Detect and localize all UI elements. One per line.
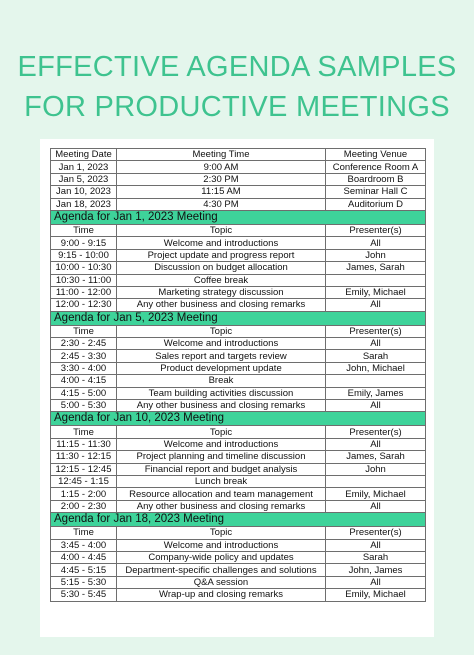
section-title-row <box>51 412 426 426</box>
section-header-cell: Presenter(s) <box>326 527 426 539</box>
table-row <box>51 438 426 450</box>
agenda-time-cell: 10:30 - 11:00 <box>51 274 117 286</box>
section-title-row <box>51 311 426 325</box>
page-title-line-1: EFFECTIVE AGENDA SAMPLES <box>17 51 457 83</box>
agenda-time-cell: 5:15 - 5:30 <box>51 576 117 588</box>
agenda-time-cell: 12:45 - 1:15 <box>51 475 117 487</box>
agenda-time-cell: 3:45 - 4:00 <box>51 539 117 551</box>
section-header-cell: Topic <box>117 325 326 337</box>
agenda-topic-cell: Team building activities discussion <box>117 387 326 399</box>
agenda-time-cell: 2:00 - 2:30 <box>51 500 117 512</box>
agenda-topic-cell: Project update and progress report <box>117 249 326 261</box>
table-row <box>51 338 426 350</box>
section-title-row <box>51 210 426 224</box>
summary-header-row <box>51 149 426 161</box>
table-row <box>51 488 426 500</box>
table-row <box>51 564 426 576</box>
agenda-topic-cell: Marketing strategy discussion <box>117 286 326 298</box>
agenda-time-cell: 12:15 - 12:45 <box>51 463 117 475</box>
agenda-presenter-cell: James, Sarah <box>326 451 426 463</box>
agenda-topic-cell: Break <box>117 375 326 387</box>
agenda-time-cell: 4:45 - 5:15 <box>51 564 117 576</box>
section-header-row <box>51 527 426 539</box>
agenda-presenter-cell: All <box>326 500 426 512</box>
agenda-presenter-cell: Emily, James <box>326 387 426 399</box>
agenda-time-cell: 4:00 - 4:15 <box>51 375 117 387</box>
section-header-cell: Time <box>51 527 117 539</box>
agenda-presenter-cell <box>326 475 426 487</box>
agenda-topic-cell: Resource allocation and team management <box>117 488 326 500</box>
agenda-time-cell: 4:00 - 4:45 <box>51 551 117 563</box>
agenda-presenter-cell <box>326 375 426 387</box>
agenda-presenter-cell: John, James <box>326 564 426 576</box>
agenda-presenter-cell: Sarah <box>326 350 426 362</box>
agenda-presenter-cell: All <box>326 438 426 450</box>
agenda-topic-cell: Any other business and closing remarks <box>117 400 326 412</box>
agenda-presenter-cell: James, Sarah <box>326 262 426 274</box>
table-row <box>51 362 426 374</box>
agenda-topic-cell: Welcome and introductions <box>117 438 326 450</box>
agenda-presenter-cell: John, Michael <box>326 362 426 374</box>
table-row <box>51 475 426 487</box>
agenda-time-cell: 11:30 - 12:15 <box>51 451 117 463</box>
section-header-cell: Presenter(s) <box>326 325 426 337</box>
agenda-topic-cell: Company-wide policy and updates <box>117 551 326 563</box>
section-header-cell: Time <box>51 426 117 438</box>
summary-venue-cell: Boardroom B <box>326 173 426 185</box>
table-row <box>51 274 426 286</box>
table-row <box>51 249 426 261</box>
summary-header-cell: Meeting Venue <box>326 149 426 161</box>
agenda-time-cell: 3:30 - 4:00 <box>51 362 117 374</box>
agenda-time-cell: 11:00 - 12:00 <box>51 286 117 298</box>
agenda-topic-cell: Welcome and introductions <box>117 539 326 551</box>
agenda-presenter-cell: All <box>326 299 426 311</box>
table-row <box>51 589 426 601</box>
section-title: Agenda for Jan 1, 2023 Meeting <box>51 210 426 224</box>
agenda-presenter-cell: All <box>326 576 426 588</box>
summary-time-cell: 11:15 AM <box>117 186 326 198</box>
agenda-presenter-cell: All <box>326 400 426 412</box>
section-header-cell: Time <box>51 325 117 337</box>
agenda-presenter-cell: All <box>326 237 426 249</box>
table-row <box>51 286 426 298</box>
agenda-time-cell: 11:15 - 11:30 <box>51 438 117 450</box>
agenda-presenter-cell: All <box>326 539 426 551</box>
agenda-presenter-cell: John <box>326 463 426 475</box>
summary-row <box>51 186 426 198</box>
summary-row <box>51 198 426 210</box>
summary-venue-cell: Auditorium D <box>326 198 426 210</box>
agenda-presenter-cell: Sarah <box>326 551 426 563</box>
agenda-topic-cell: Project planning and timeline discussion <box>117 451 326 463</box>
agenda-topic-cell: Department-specific challenges and solutions <box>117 564 326 576</box>
table-row <box>51 500 426 512</box>
section-title: Agenda for Jan 10, 2023 Meeting <box>51 412 426 426</box>
agenda-topic-cell: Welcome and introductions <box>117 338 326 350</box>
section-header-cell: Presenter(s) <box>326 426 426 438</box>
summary-venue-cell: Conference Room A <box>326 161 426 173</box>
agenda-topic-cell: Sales report and targets review <box>117 350 326 362</box>
section-header-cell: Topic <box>117 426 326 438</box>
summary-date-cell: Jan 18, 2023 <box>51 198 117 210</box>
section-header-row <box>51 325 426 337</box>
agenda-presenter-cell: John <box>326 249 426 261</box>
summary-row <box>51 173 426 185</box>
page-title-line-2: FOR PRODUCTIVE MEETINGS <box>24 91 450 123</box>
agenda-topic-cell: Discussion on budget allocation <box>117 262 326 274</box>
table-row <box>51 375 426 387</box>
section-header-row <box>51 224 426 236</box>
agenda-presenter-cell: Emily, Michael <box>326 589 426 601</box>
summary-time-cell: 4:30 PM <box>117 198 326 210</box>
agenda-time-cell: 2:30 - 2:45 <box>51 338 117 350</box>
section-title: Agenda for Jan 18, 2023 Meeting <box>51 513 426 527</box>
agenda-time-cell: 9:15 - 10:00 <box>51 249 117 261</box>
summary-row <box>51 161 426 173</box>
agenda-time-cell: 12:00 - 12:30 <box>51 299 117 311</box>
agenda-time-cell: 4:15 - 5:00 <box>51 387 117 399</box>
table-row <box>51 576 426 588</box>
agenda-topic-cell: Lunch break <box>117 475 326 487</box>
summary-date-cell: Jan 5, 2023 <box>51 173 117 185</box>
agenda-topic-cell: Welcome and introductions <box>117 237 326 249</box>
agenda-time-cell: 10:00 - 10:30 <box>51 262 117 274</box>
table-row <box>51 262 426 274</box>
section-title: Agenda for Jan 5, 2023 Meeting <box>51 311 426 325</box>
agenda-table-body <box>51 149 426 602</box>
summary-header-cell: Meeting Time <box>117 149 326 161</box>
agenda-sheet <box>40 139 434 637</box>
agenda-table <box>50 148 426 602</box>
section-header-cell: Time <box>51 224 117 236</box>
table-row <box>51 551 426 563</box>
section-header-row <box>51 426 426 438</box>
table-row <box>51 387 426 399</box>
agenda-topic-cell: Coffee break <box>117 274 326 286</box>
summary-date-cell: Jan 1, 2023 <box>51 161 117 173</box>
agenda-time-cell: 2:45 - 3:30 <box>51 350 117 362</box>
agenda-time-cell: 5:30 - 5:45 <box>51 589 117 601</box>
section-header-cell: Presenter(s) <box>326 224 426 236</box>
agenda-time-cell: 9:00 - 9:15 <box>51 237 117 249</box>
table-row <box>51 299 426 311</box>
agenda-presenter-cell: Emily, Michael <box>326 286 426 298</box>
agenda-presenter-cell: All <box>326 338 426 350</box>
summary-date-cell: Jan 10, 2023 <box>51 186 117 198</box>
section-header-cell: Topic <box>117 527 326 539</box>
summary-time-cell: 9:00 AM <box>117 161 326 173</box>
section-header-cell: Topic <box>117 224 326 236</box>
agenda-topic-cell: Any other business and closing remarks <box>117 500 326 512</box>
table-row <box>51 237 426 249</box>
agenda-topic-cell: Wrap-up and closing remarks <box>117 589 326 601</box>
agenda-time-cell: 1:15 - 2:00 <box>51 488 117 500</box>
table-row <box>51 539 426 551</box>
agenda-presenter-cell: Emily, Michael <box>326 488 426 500</box>
agenda-topic-cell: Q&A session <box>117 576 326 588</box>
agenda-time-cell: 5:00 - 5:30 <box>51 400 117 412</box>
table-row <box>51 400 426 412</box>
agenda-presenter-cell <box>326 274 426 286</box>
summary-time-cell: 2:30 PM <box>117 173 326 185</box>
agenda-topic-cell: Product development update <box>117 362 326 374</box>
agenda-topic-cell: Any other business and closing remarks <box>117 299 326 311</box>
table-row <box>51 463 426 475</box>
section-title-row <box>51 513 426 527</box>
summary-venue-cell: Seminar Hall C <box>326 186 426 198</box>
table-row <box>51 350 426 362</box>
agenda-topic-cell: Financial report and budget analysis <box>117 463 326 475</box>
table-row <box>51 451 426 463</box>
summary-header-cell: Meeting Date <box>51 149 117 161</box>
